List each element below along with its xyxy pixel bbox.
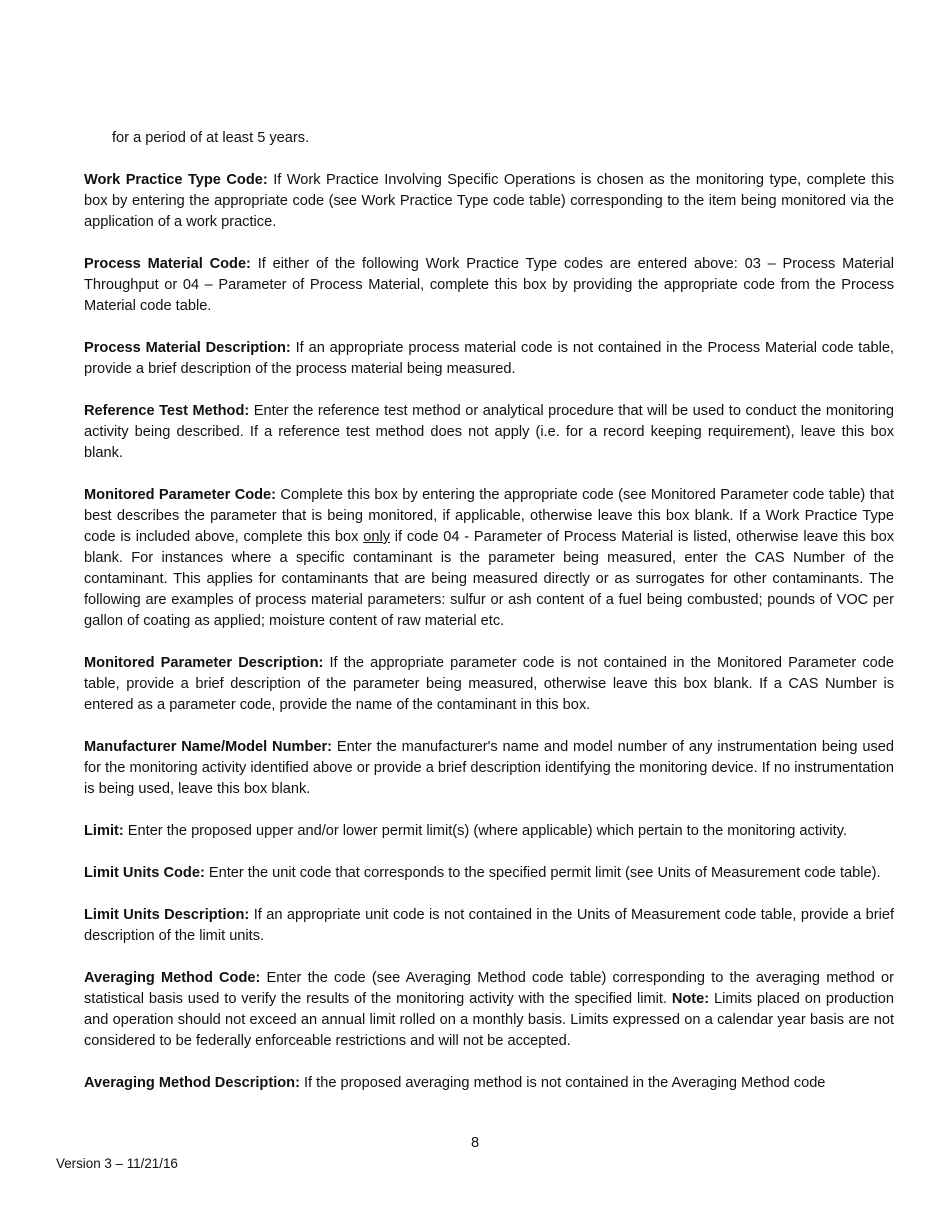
entry-term: Averaging Method Description: <box>84 1075 300 1091</box>
limit-entry <box>84 821 894 842</box>
entry-term: Monitored Parameter Code: <box>84 487 277 503</box>
entry-text: If the appropriate parameter code is not contained in the Monitored Parameter code table, provide a brief description of the parameter being measured, otherwise leave this box blank. If a CAS Number is entered as a parameter code, provide the name of the contaminant in this box. <box>84 655 894 713</box>
entry-text: Limits placed on production and operation should not exceed an annual limit rolled on a monthly basis. Limits expressed on a calendar year basis are not considered to be federally enforceable restrictions and will not be accepted. <box>84 991 895 1049</box>
entry-term: Reference Test Method: <box>84 403 250 419</box>
entry-term: Limit Units Description: <box>84 907 250 923</box>
entry-text: Enter the proposed upper and/or lower permit limit(s) (where applicable) which pertain to the monitoring activity. <box>123 823 848 839</box>
entry-text: If an appropriate unit code is not contained in the Units of Measurement code table, provide a brief description of the limit units. <box>84 907 894 944</box>
monitored-parameter-code-entry <box>84 485 894 632</box>
process-material-description-entry <box>84 338 894 380</box>
reference-test-method-entry <box>84 401 894 464</box>
entry-term: Process Material Description: <box>84 340 291 356</box>
entry-text: Enter the code (see Averaging Method code table) corresponding to the averaging method or statistical basis used to verify the results of the monitoring activity with the specified limit. <box>84 970 895 1007</box>
entry-term: Monitored Parameter Description: <box>84 655 324 671</box>
page-number: 8 <box>470 1135 480 1151</box>
process-material-code-entry <box>84 254 894 317</box>
manufacturer-name-model-number-entry <box>84 737 894 800</box>
entry-term: Work Practice Type Code: <box>84 172 268 188</box>
entry-term: Process Material Code: <box>84 256 251 272</box>
entry-text: if code 04 - Parameter of Process Material is listed, otherwise leave this box blank. For instances where a specific contaminant is the parameter being measured, enter the CAS Number of the contaminant. This applies for contaminants that are being measured directly or as surrogates for other contaminants. The following are examples of process material parameters: sulfur or ash content of a fuel being combusted; pounds of VOC per gallon of coating as applied; moisture content of raw material etc. <box>84 529 894 629</box>
limit-units-code-entry <box>84 863 894 884</box>
monitored-parameter-description-entry <box>84 653 894 716</box>
entry-text: Complete this box by entering the appropriate code (see Monitored Parameter code table) that best describes the parameter that is being monitored, if applicable, otherwise leave this box blank. If a Work Practice Type code is included above, complete this box <box>84 487 894 545</box>
entry-text: Enter the reference test method or analytical procedure that will be used to conduct the monitoring activity being described. If a reference test method does not apply (i.e. for a record keeping requirement), leave this box blank. <box>84 403 895 461</box>
version-footer: Version 3 – 11/21/16 <box>56 1156 178 1171</box>
entry-text: If an appropriate process material code is not contained in the Process Material code table, provide a brief description of the process material being measured. <box>84 340 894 377</box>
entry-text: Enter the manufacturer's name and model number of any instrumentation being used for the monitoring activity identified above or provide a brief description identifying the monitoring device. If no instrumentation is being used, leave this box blank. <box>84 739 894 797</box>
page-body <box>84 128 894 1115</box>
entry-text: If either of the following Work Practice Type codes are entered above: 03 – Process Material Throughput or 04 – Parameter of Process Material, complete this box by providing the appropriate code from the Process Material code table. <box>84 256 894 314</box>
underlined-only: only <box>363 529 390 545</box>
entry-text: If the proposed averaging method is not contained in the Averaging Method code <box>299 1075 826 1091</box>
entry-term: Manufacturer Name/Model Number: <box>84 739 333 755</box>
entry-term: Averaging Method Code: <box>84 970 261 986</box>
entry-text: Enter the unit code that corresponds to the specified permit limit (see Units of Measurement code table). <box>204 865 881 881</box>
averaging-method-description-entry <box>84 1073 894 1094</box>
entry-term: Limit Units Code: <box>84 865 205 881</box>
entry-text: If Work Practice Involving Specific Operations is chosen as the monitoring type, complete this box by entering the appropriate code (see Work Practice Type code table) corresponding to the item being monitored via the application of a work practice. <box>84 172 895 230</box>
continuation-text: for a period of at least 5 years. <box>112 130 310 146</box>
note-label: Note: <box>671 991 710 1007</box>
work-practice-type-code-entry <box>84 170 894 233</box>
entry-term: Limit: <box>84 823 124 839</box>
limit-units-description-entry <box>84 905 894 947</box>
averaging-method-code-entry <box>84 968 894 1052</box>
